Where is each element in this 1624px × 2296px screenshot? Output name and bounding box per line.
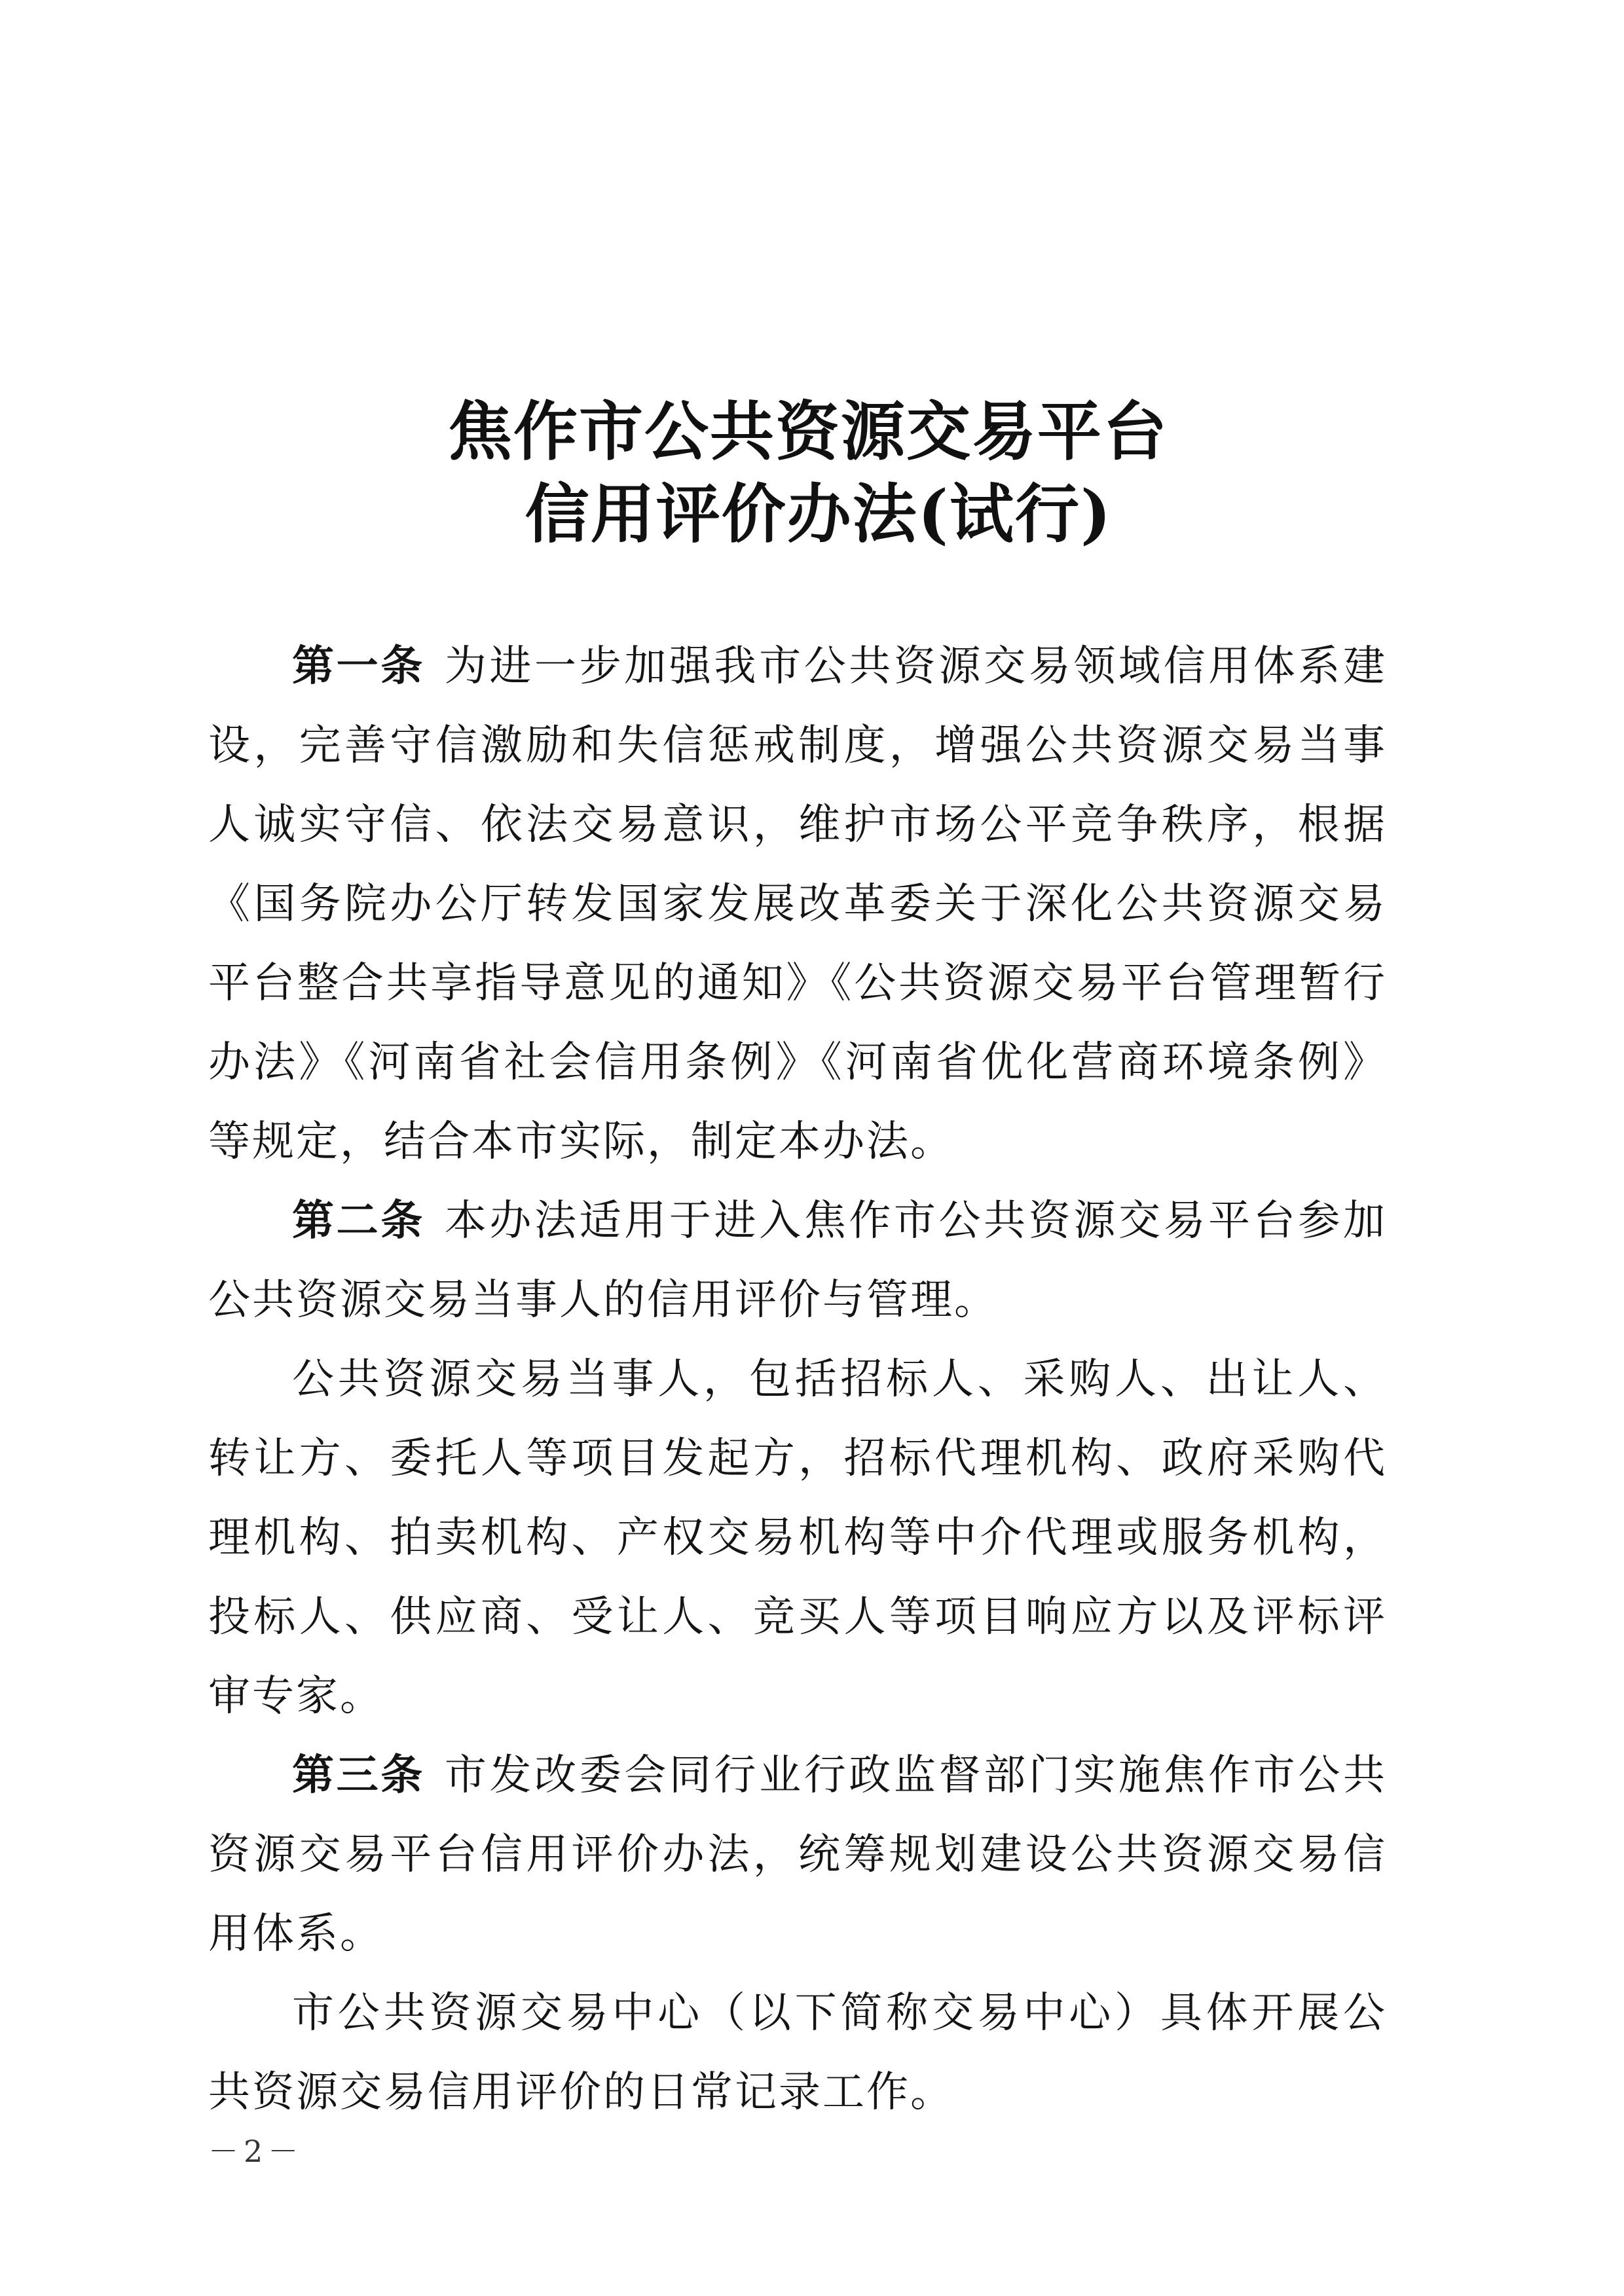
document-body bbox=[208, 627, 1387, 2132]
paragraph-text: 公共资源交易当事人，包括招标人、采购人、出让人、转让方、委托人等项目发起方，招标代理机构、政府采购代理机构、拍卖机构、产权交易机构等中介代理或服务机构，投标人、供应商、受让人、竞买人等项目响应方以及评标评审专家。 bbox=[208, 1355, 1387, 1721]
paragraph-text: 市发改委会同行业行政监督部门实施焦作市公共资源交易平台信用评价办法，统筹规划建设公共资源交易信用体系。 bbox=[208, 1751, 1387, 1958]
paragraph-article-3-center bbox=[208, 1974, 1387, 2132]
paragraph-article-3 bbox=[208, 1736, 1387, 1974]
paragraph-article-2-parties bbox=[208, 1340, 1387, 1736]
paragraph-text: 为进一步加强我市公共资源交易领域信用体系建设，完善守信激励和失信惩戒制度，增强公共资源交易当事人诚实守信、依法交易意识，维护市场公平竞争秩序，根据《国务院办公厅转发国家发展改革委关于深化公共资源交易平台整合共享指导意见的通知》《公共资源交易平台管理暂行办法》《河南省社会信用条例》《河南省优化营商环境条例》等规定，结合本市实际，制定本办法。 bbox=[208, 642, 1387, 1166]
paragraph-text: 本办法适用于进入焦作市公共资源交易平台参加公共资源交易当事人的信用评价与管理。 bbox=[208, 1197, 1387, 1324]
paragraph-text: 市公共资源交易中心（以下简称交易中心）具体开展公共资源交易信用评价的日常记录工作。 bbox=[208, 1989, 1387, 2117]
document-title-line-1: 焦作市公共资源交易平台 bbox=[447, 394, 1168, 469]
article-heading: 第一条 bbox=[292, 642, 425, 691]
article-heading: 第三条 bbox=[292, 1751, 425, 1800]
page-number: －2－ bbox=[208, 2134, 304, 2169]
paragraph-article-2 bbox=[208, 1182, 1387, 1340]
document-title-line-2: 信用评价办法(试行) bbox=[525, 477, 1113, 552]
paragraph-article-1 bbox=[208, 627, 1387, 1182]
article-heading: 第二条 bbox=[292, 1197, 425, 1245]
